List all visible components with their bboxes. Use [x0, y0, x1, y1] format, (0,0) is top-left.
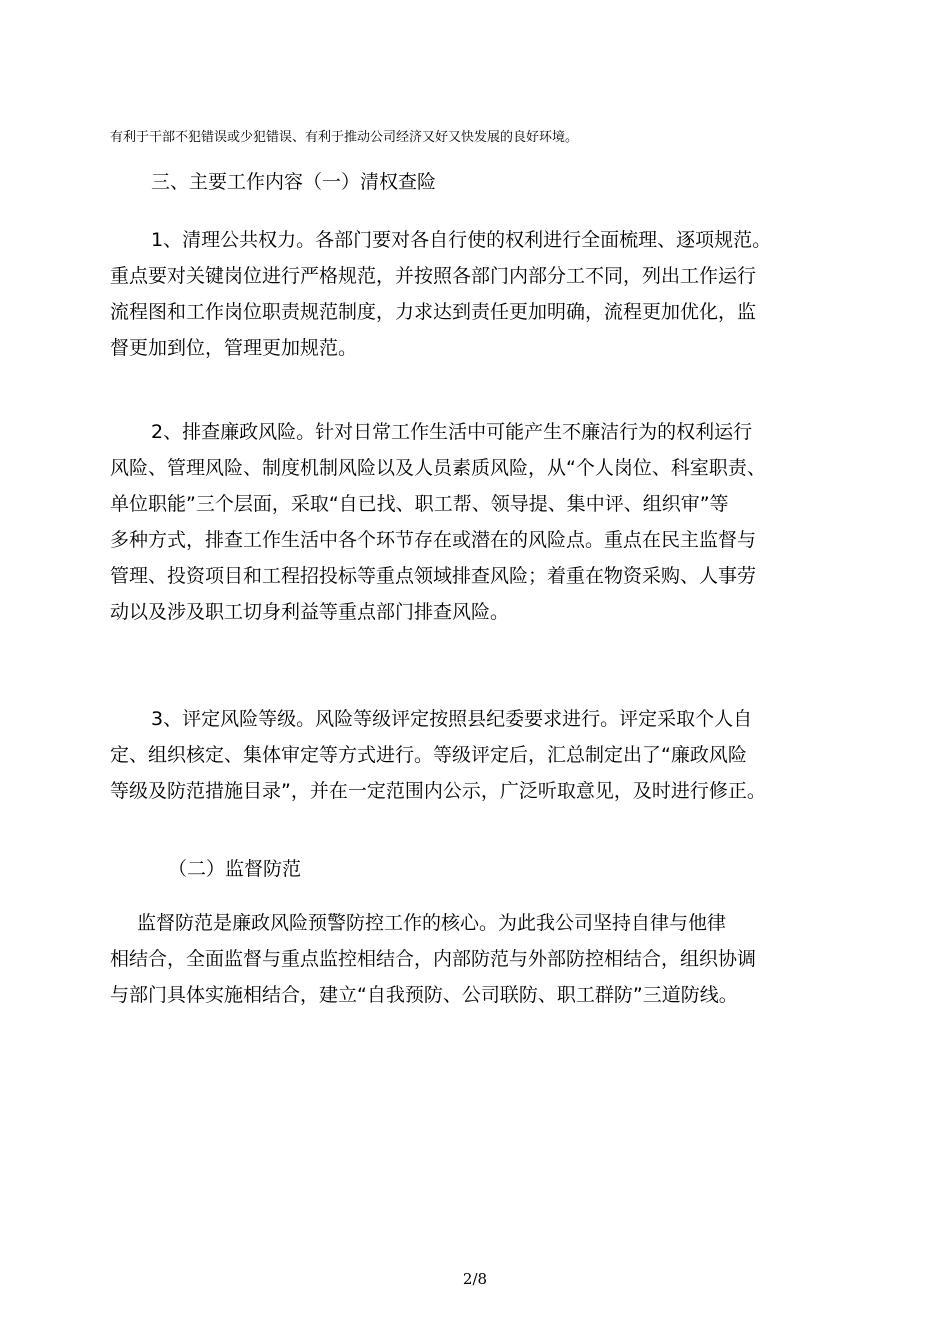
paragraph-line: 监督防范是廉政风险预警防控工作的核心。为此我公司坚持自律与他律 [137, 912, 727, 934]
paragraph-line: 多种方式，排查工作生活中各个环节存在或潜在的风险点。重点在民主监督与 [110, 529, 757, 551]
paragraph-line: 重点要对关键岗位进行严格规范，并按照各部门内部分工不同，列出工作运行 [110, 265, 757, 287]
paragraph-line: 管理、投资项目和工程招投标等重点领域排查风险；着重在物资采购、人事劳 [110, 565, 757, 587]
paragraph-line: 与部门具体实施相结合，建立“自我预防、公司联防、职工群防”三道防线。 [110, 984, 738, 1006]
paragraph-line: 2、排查廉政风险。针对日常工作生活中可能产生不廉洁行为的权利运行 [151, 421, 753, 443]
paragraph-3 [110, 701, 855, 809]
paragraph-line: 相结合，全面监督与重点监控相结合，内部防范与外部防控相结合，组织协调 [110, 948, 757, 970]
section-heading: 三、主要工作内容（一）清权查险 [151, 171, 437, 193]
paragraph-2 [110, 414, 855, 630]
page-number: 2/8 [462, 1270, 488, 1288]
paragraph-line: 流程图和工作岗位职责规范制度，力求达到责任更加明确，流程更加优化，监 [110, 301, 757, 323]
paragraph-line: 动以及涉及职工切身利益等重点部门排查风险。 [110, 601, 510, 623]
sub-heading: （二）监督防范 [168, 858, 302, 880]
paragraph-4 [110, 905, 855, 1013]
paragraph-line: 督更加到位，管理更加规范。 [110, 337, 358, 359]
paragraph-line: 风险、管理风险、制度机制风险以及人员素质风险，从“个人岗位、科室职责、 [110, 457, 766, 479]
paragraph-line: 单位职能”三个层面，采取“自已找、职工帮、领导提、集中评、组织审”等 [110, 493, 729, 515]
carryover-line: 有利于干部不犯错误或少犯错误、有利于推动公司经济又好又快发展的良好环境。 [110, 130, 579, 145]
paragraph-line: 3、评定风险等级。风险等级评定按照县纪委要求进行。评定采取个人自 [151, 708, 753, 730]
paragraph-1 [110, 222, 855, 366]
paragraph-line: 等级及防范措施目录”，并在一定范围内公示，广泛听取意见，及时进行修正。 [110, 780, 766, 802]
paragraph-line: 定、组织核定、集体审定等方式进行。等级评定后，汇总制定出了“廉政风险 [110, 744, 747, 766]
paragraph-line: 1、清理公共权力。各部门要对各自行使的权利进行全面梳理、逐项规范。 [151, 229, 772, 251]
